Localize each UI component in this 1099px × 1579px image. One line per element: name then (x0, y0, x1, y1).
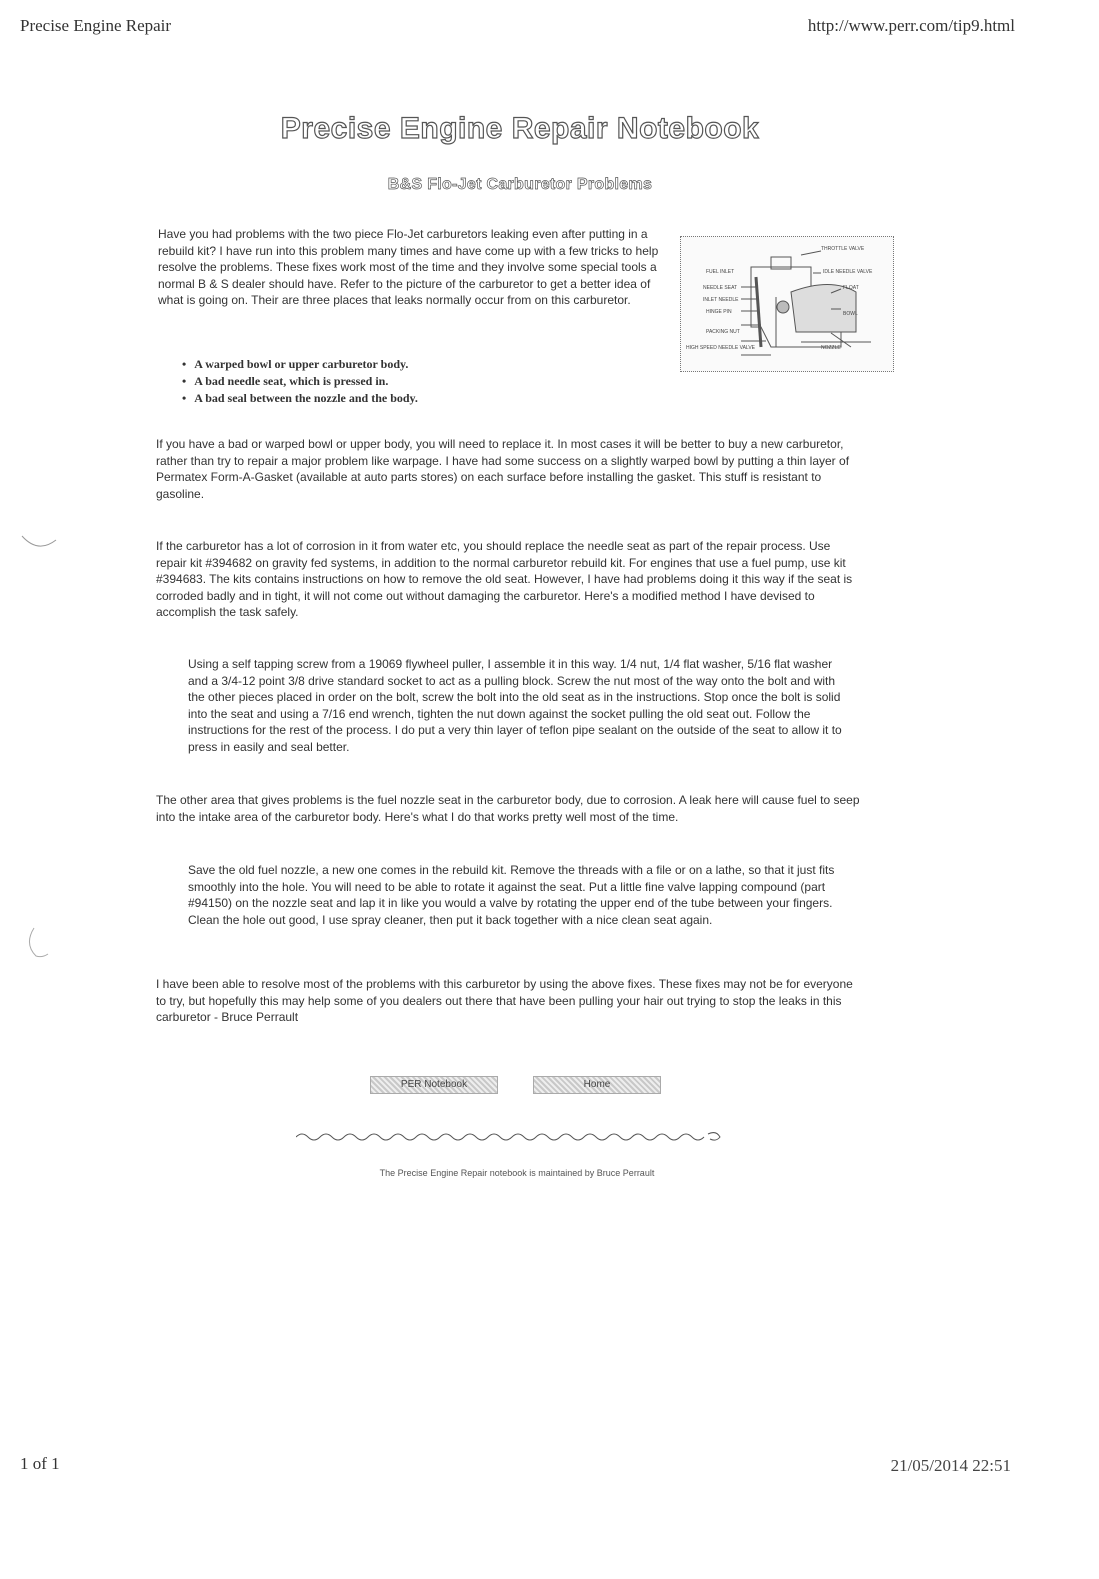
conclusion-paragraph: I have been able to resolve most of the problems with this carburetor by using the above fixes. These fixes may not be for everyone to try, but hopefully this may help some of you dealers out there that have been pulling your hair out trying to stop the leaks in this carburetor - Bruce Perrault (156, 977, 853, 1024)
print-datetime: 21/05/2014 22:51 (890, 1456, 1011, 1475)
intro-paragraph: Have you had problems with the two piece Flo-Jet carburetors leaking even after putting in a rebuild kit? I have run into this problem many times and have come up with a few tricks to help resolve the problems. These fixes work most of the time and they involve some special tools a normal B & S dealer should have. Refer to the picture of the carburetor to get a better idea of what is going on. Their are three places that leaks normally occur from on this carburetor. (158, 227, 659, 307)
wavy-divider (296, 1128, 730, 1146)
page-subtitle: B&S Flo-Jet Carburetor Problems (387, 176, 653, 193)
nozzle-seat-method-paragraph: Save the old fuel nozzle, a new one comes in the rebuild kit. Remove the threads with a file or on a lathe, so that it just fits smoothly into the hole. You will need to be able to rotate it against the seat. Put a little fine valve lapping compound (part #94150) on the nozzle seat and lap it in like you would a valve by rotating the upper end of the tube between your fingers. Clean the hole out good, I use spray cleaner, then put it back together with a nice clean seat again. (188, 863, 835, 927)
print-header-title: Precise Engine Repair (20, 16, 172, 35)
list-item: • A bad needle seat, which is pressed in. (182, 373, 418, 390)
warped-bowl-paragraph: If you have a bad or warped bowl or upper body, you will need to replace it. In most cases it will be better to buy a new carburetor, rather than try to repair a major problem like warpage. I have had some success on a slightly warped bowl by putting a thin layer of Permatex Form-A-Gasket (available at auto parts stores) on each surface before installing the gasket. This stuff is resistant to gasoline. (156, 437, 850, 501)
leak-locations-list (182, 356, 418, 407)
nozzle-seat-paragraph: The other area that gives problems is the fuel nozzle seat in the carburetor body, due to corrosion. A leak here will cause fuel to seep into the intake area of the carburetor body. Here's what I do that works pretty well most of the time. (156, 793, 860, 824)
needle-seat-paragraph: If the carburetor has a lot of corrosion in it from water etc, you should replace the needle seat as part of the repair process. Use repair kit #394682 on gravity fed systems, in addition to the normal carburetor rebuild kit. For engines that use a fuel pump, use kit #394683. The kits contains instructions on how to remove the old seat. However, I have had problems doing it this way if the seat is corroded badly and in tight, it will not come out without damaging the carburetor. Here's a modified method I have devised to accomplish the task safely. (156, 539, 853, 619)
carburetor-diagram (680, 236, 894, 372)
figure-label: THROTTLE VALVE (821, 246, 865, 252)
carburetor-drawing (681, 237, 893, 371)
scan-hole-mark (20, 530, 60, 554)
figure-label: BOWL (843, 311, 858, 317)
list-item: • A warped bowl or upper carburetor body. (182, 356, 418, 373)
print-header-url: http://www.perr.com/tip9.html (807, 16, 1015, 35)
figure-label: INLET NEEDLE (703, 297, 739, 303)
scan-hole-mark (24, 926, 54, 960)
page-title: Precise Engine Repair Notebook (280, 112, 760, 145)
list-item: • A bad seal between the nozzle and the body. (182, 390, 418, 407)
needle-seat-method-paragraph: Using a self tapping screw from a 19069 flywheel puller, I assemble it in this way. 1/4 nut, 1/4 flat washer, 5/16 flat washer and a 3/4-12 point 3/8 drive standard socket to act as a pulling block. Screw the nut most of the way onto the bolt and with the other pieces placed in order on the bolt, screw the bolt into the old seat as in the instructions. Stop once the bolt is solid into the seat and using a 7/16 end wrench, tighten the nut down against the socket pulling the old seat out. Follow the instructions for the rest of the process. I do put a very thin layer of teflon pipe sealant on the outside of the seat to allow it to press in easily and seal better. (188, 657, 842, 754)
page-footer: The Precise Engine Repair notebook is maintained by Bruce Perrault (379, 1168, 655, 1178)
print-page-number: 1 of 1 (20, 1454, 60, 1473)
notebook-nav-button[interactable]: PER Notebook (370, 1076, 498, 1094)
figure-label: HINGE PIN (706, 309, 732, 315)
home-nav-button[interactable]: Home (533, 1076, 661, 1094)
figure-label: FUEL INLET (706, 269, 735, 275)
figure-label: HIGH SPEED NEEDLE VALVE (686, 345, 756, 351)
figure-label: FLOAT (843, 285, 859, 291)
figure-label: IDLE NEEDLE VALVE (823, 269, 873, 275)
figure-label: NEEDLE SEAT (703, 285, 738, 291)
figure-label: PACKING NUT (706, 329, 740, 335)
figure-label: NOZZLE (821, 345, 841, 351)
